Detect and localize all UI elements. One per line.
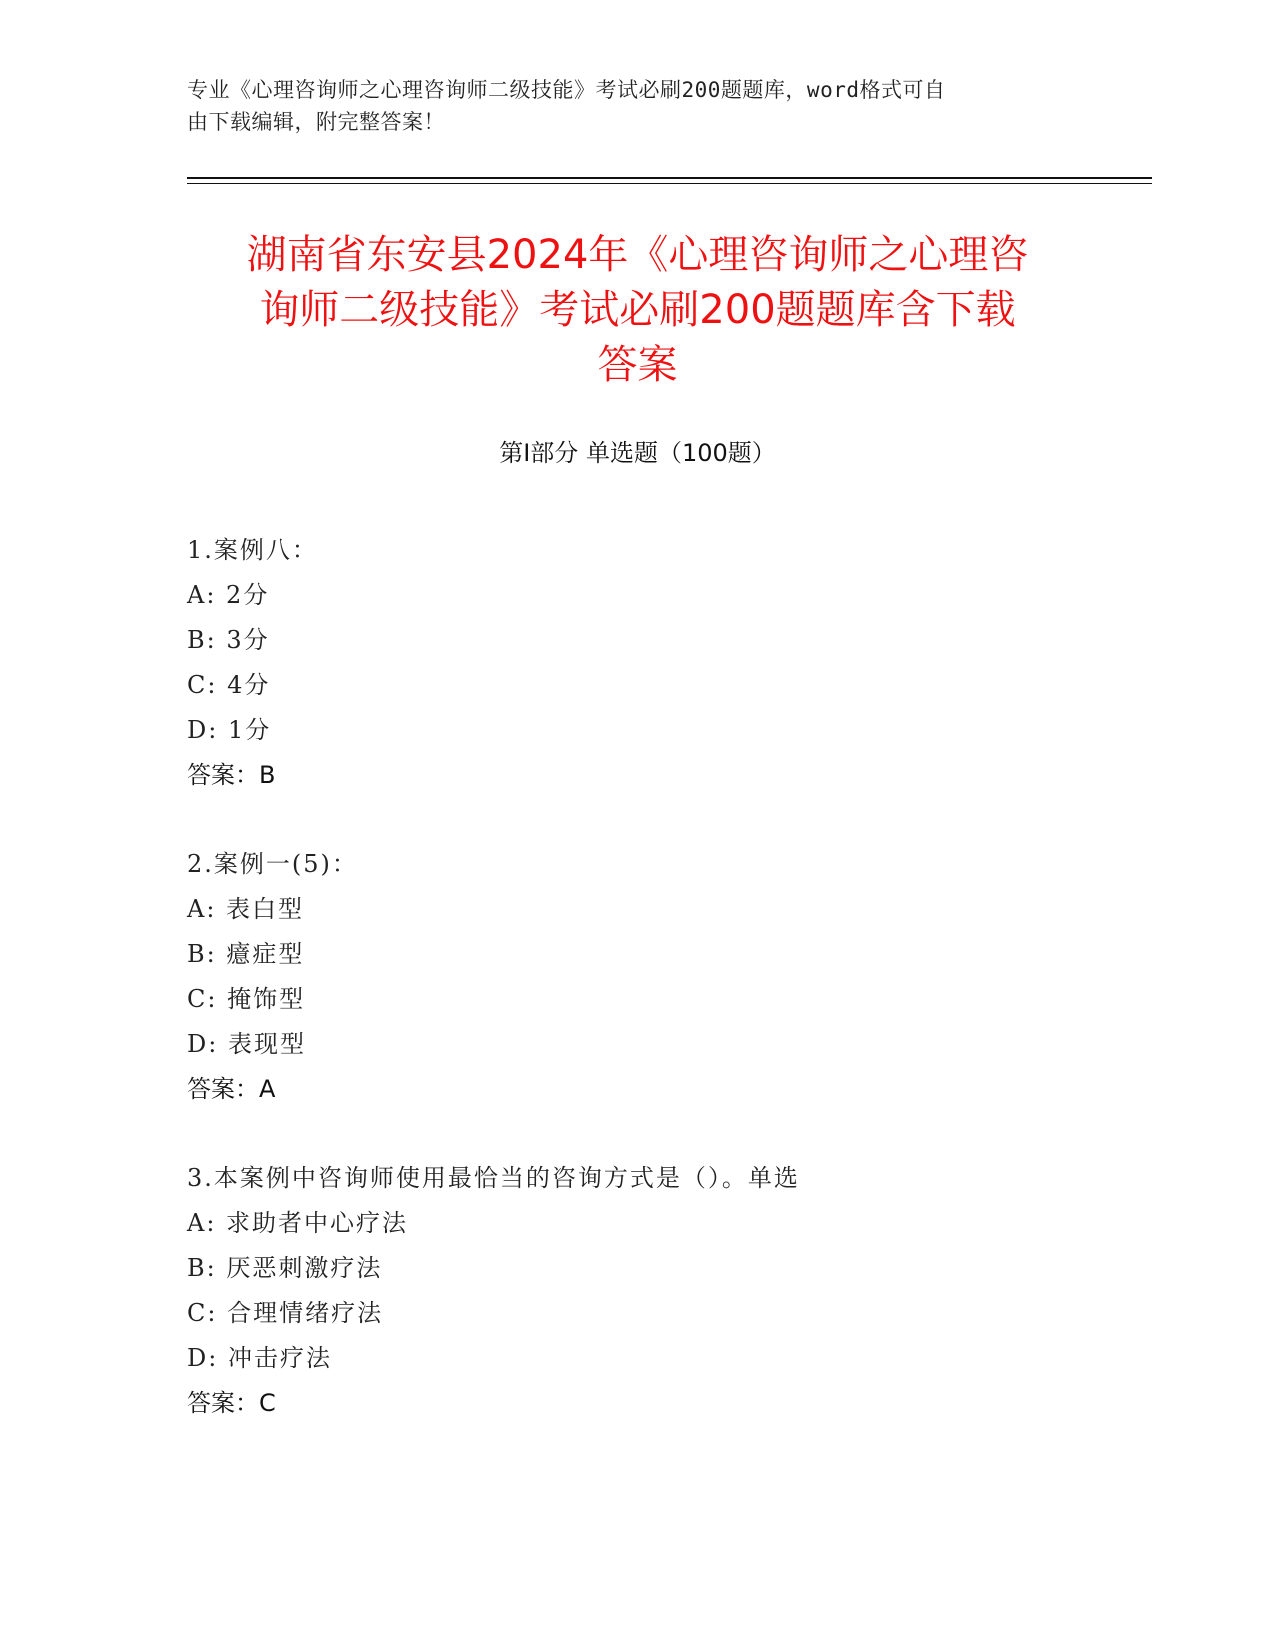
option-d: D: 冲击疗法 [187,1344,332,1372]
header-divider-thick [187,177,1152,179]
header-divider-thin [187,183,1152,184]
option-a: A: 2分 [187,581,270,609]
option-b: B: 厌恶刺激疗法 [187,1254,383,1282]
option-d: D: 表现型 [187,1030,306,1058]
header-note-line-2: 由下载编辑，附完整答案！ [187,110,445,134]
document-title-line-2: 询师二级技能》考试必刷200题题库含下载 [259,287,1016,333]
option-a: A: 表白型 [187,895,305,923]
question-stem: 2.案例一(5)： [187,850,358,878]
document-title [140,228,1135,393]
section-title: 第I部分 单选题（100题） [499,439,776,467]
option-c: C: 掩饰型 [187,985,306,1013]
document-header-note [187,74,1067,138]
question-item [187,842,1147,1112]
answer-key: 答案：C [187,1389,276,1417]
option-c: C: 4分 [187,671,271,699]
question-stem: 3.本案例中咨询师使用最恰当的咨询方式是（）。单选 [187,1164,800,1192]
option-b: B: 3分 [187,626,270,654]
document-title-line-3: 答案 [597,342,678,388]
option-c: C: 合理情绪疗法 [187,1299,384,1327]
answer-key: 答案：B [187,761,276,789]
question-item [187,1156,1147,1426]
option-a: A: 求助者中心疗法 [187,1209,409,1237]
header-note-line-1: 专业《心理咨询师之心理咨询师二级技能》考试必刷200题题库，word格式可自 [187,78,946,102]
question-item [187,528,1147,798]
option-d: D: 1分 [187,716,272,744]
option-b: B: 癔症型 [187,940,305,968]
question-list [187,528,1147,1470]
answer-key: 答案：A [187,1075,276,1103]
document-title-line-1: 湖南省东安县2024年《心理咨询师之心理咨 [246,232,1029,278]
question-stem: 1.案例八： [187,536,318,564]
